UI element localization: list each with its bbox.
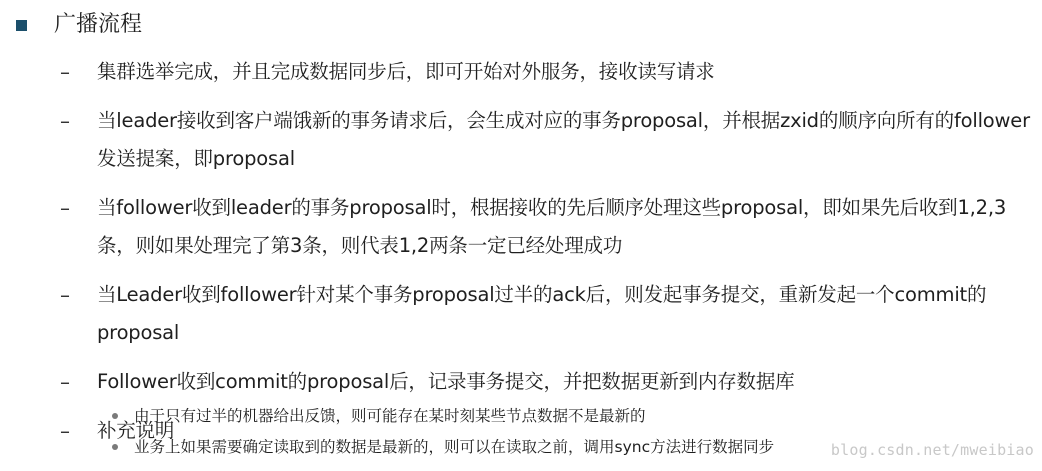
dash-bullet-icon: – xyxy=(60,283,70,307)
list-item xyxy=(60,102,1030,178)
list-item-text: Follower收到commit的proposal后，记录事务提交，并把数据更新到内存数据库 xyxy=(97,370,795,393)
heading-text: 广播流程 xyxy=(54,12,143,37)
sub-list-item xyxy=(112,400,1012,431)
dash-bullet-icon: – xyxy=(60,109,70,133)
dash-bullet-icon: – xyxy=(60,196,70,220)
slide-heading xyxy=(16,10,142,40)
list-item xyxy=(60,363,1030,401)
dash-bullet-icon: – xyxy=(60,419,70,443)
dot-bullet-icon xyxy=(112,413,118,419)
list-item-text: 当follower收到leader的事务proposal时，根据接收的先后顺序处理这些proposal，即如果先后收到1,2,3条，则如果处理完了第3条，则代表1,2两条一定已经处理成功 xyxy=(97,196,1007,257)
list-item xyxy=(60,276,1030,352)
dash-bullet-icon: – xyxy=(60,60,70,84)
list-item-text: 当Leader收到follower针对某个事务proposal过半的ack后，则发起事务提交，重新发起一个commit的proposal xyxy=(97,283,987,344)
watermark: blog.csdn.net/mweibiao xyxy=(830,441,1034,459)
list-item-text: 集群选举完成，并且完成数据同步后，即可开始对外服务，接收读写请求 xyxy=(97,60,715,83)
square-bullet-icon xyxy=(16,20,27,31)
list-item xyxy=(60,189,1030,265)
list-item-text: 当leader接收到客户端饿新的事务请求后，会生成对应的事务proposal，并根据zxid的顺序向所有的follower发送提案，即proposal xyxy=(97,109,1030,170)
list-item-text: 补充说明 xyxy=(97,419,175,442)
list-item xyxy=(60,53,1030,91)
dot-bullet-icon xyxy=(112,444,118,450)
dash-bullet-icon: – xyxy=(60,370,70,394)
sub-list-item-text: 业务上如果需要确定读取到的数据是最新的，则可以在读取之前，调用sync方法进行数据同步 xyxy=(134,437,775,456)
sub-list-item-text: 由于只有过半的机器给出反馈，则可能存在某时刻某些节点数据不是最新的 xyxy=(134,406,646,425)
